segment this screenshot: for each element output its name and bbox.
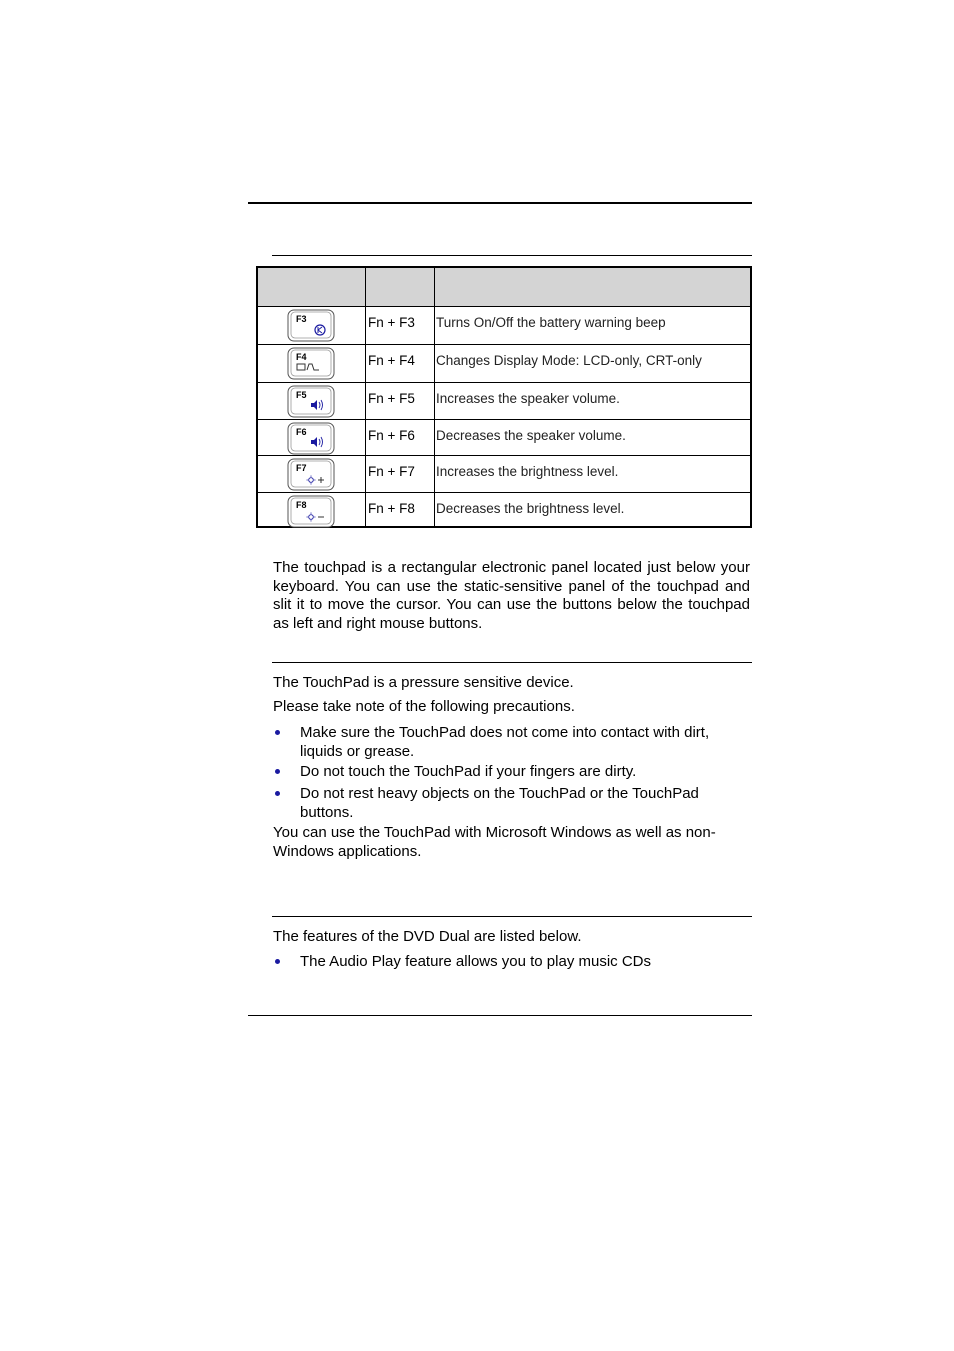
- hotkey-combo: Fn + F5: [368, 391, 415, 406]
- dvd-intro: The features of the DVD Dual are listed below.: [273, 928, 582, 945]
- precautions-intro: Please take note of the following precautions.: [273, 698, 575, 715]
- keycap-f5: F5: [287, 385, 335, 418]
- list-item: Do not rest heavy objects on the TouchPad or the TouchPad buttons.: [300, 785, 699, 821]
- hotkey-combo: Fn + F3: [368, 315, 415, 330]
- hotkey-combo: Fn + F8: [368, 501, 415, 516]
- touchpad-pressure-note: The TouchPad is a pressure sensitive device.: [273, 674, 574, 691]
- keycap-f8: F8: [287, 495, 335, 528]
- hotkey-description: Increases the speaker volume.: [436, 391, 620, 406]
- hotkey-description: Decreases the brightness level.: [436, 501, 625, 516]
- table-row: [258, 383, 750, 420]
- list-item: Make sure the TouchPad does not come into contact with dirt, liquids or grease.: [300, 724, 710, 760]
- windows-note: You can use the TouchPad with Microsoft Windows as well as non-Windows applications.: [273, 824, 716, 860]
- keycap-f6: F6: [287, 422, 335, 455]
- bullet-icon: [275, 959, 280, 964]
- hotkey-combo: Fn + F6: [368, 428, 415, 443]
- table-row: [258, 420, 750, 456]
- table-row: [258, 493, 750, 524]
- hotkey-combo: Fn + F7: [368, 464, 415, 479]
- hotkey-description: Increases the brightness level.: [436, 464, 619, 479]
- bullet-icon: [275, 730, 280, 735]
- hotkey-description: Changes Display Mode: LCD-only, CRT-only: [436, 353, 702, 368]
- table-header-row: [258, 268, 750, 307]
- section-rule-hotkeys: [272, 255, 752, 256]
- hotkey-combo: Fn + F4: [368, 353, 415, 368]
- hotkey-description: Turns On/Off the battery warning beep: [436, 315, 666, 330]
- bullet-icon: [275, 791, 280, 796]
- touchpad-intro: The touchpad is a rectangular electronic panel located just below your keyboard. You can use the static-sensitive panel of the touchpad and slit it to move the cursor. You can use the buttons below the touchpad as left and right mouse buttons.: [273, 559, 750, 632]
- table-row: [258, 345, 750, 383]
- header-rule: [248, 202, 752, 204]
- list-item: Do not touch the TouchPad if your fingers are dirty.: [300, 763, 637, 780]
- hotkey-description: Decreases the speaker volume.: [436, 428, 626, 443]
- hotkey-table: [256, 266, 752, 528]
- section-rule-touchpad: [272, 662, 752, 663]
- keycap-f3: F3: [287, 309, 335, 342]
- list-item: The Audio Play feature allows you to play music CDs: [300, 953, 651, 970]
- keycap-f4: F4: [287, 347, 335, 380]
- keycap-f7: F7: [287, 458, 335, 491]
- footer-rule: [248, 1015, 752, 1016]
- bullet-icon: [275, 769, 280, 774]
- table-row: [258, 307, 750, 345]
- section-rule-dvd: [272, 916, 752, 917]
- table-row: [258, 456, 750, 493]
